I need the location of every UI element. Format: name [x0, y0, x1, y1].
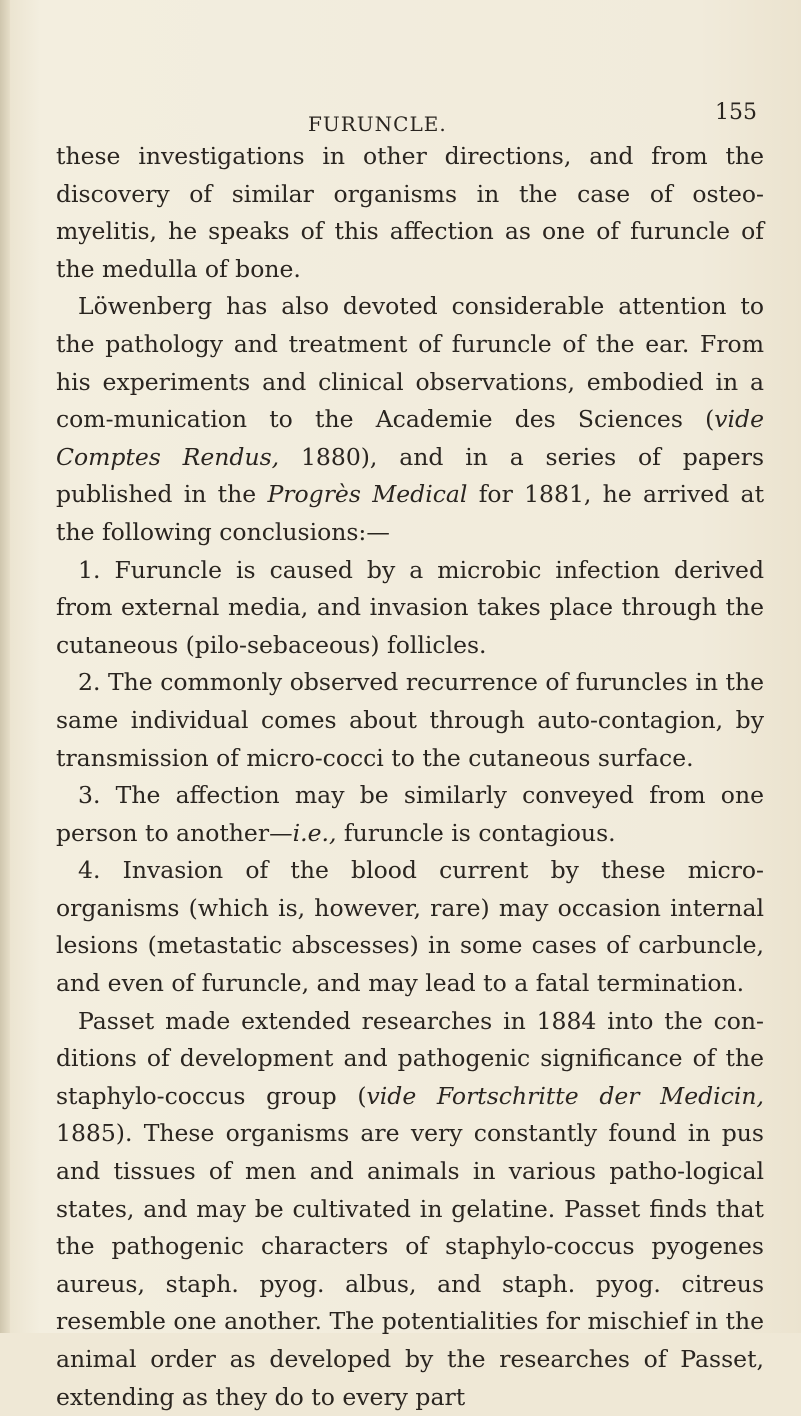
conclusion-2: 2. The commonly observed recurrence of furuncles in the same individual comes about through auto-contagion, by transmission of micro-cocci to the cutaneous surface.	[56, 668, 764, 772]
text-run: Passet made extended researches in 1884 into the con-ditions of development and pathogenic significance of the staphylo-coccus group (	[56, 1006, 764, 1110]
abbrev-ie: i.e.,	[292, 818, 337, 847]
paragraph-passet	[56, 1003, 764, 1416]
body-text	[56, 138, 764, 1416]
text-run: 3. The affection may be similarly conveyed from one person to another—	[56, 781, 764, 847]
text-run: 1880), and in a series of papers published in the	[56, 442, 764, 509]
text-run: 1885). These organisms are very constantly found in pus and tissues of men and animals in various patho-logical states, and may be cultivated in gelatine. Passet finds that the pathogenic characters of staphylo-coccus pyogenes aureus, staph. pyog. albus, and staph. pyog. citreus resemble one another. The potentialities for mischief in the animal order as developed by the researches of Passet, extending as they do to every part	[56, 1119, 764, 1411]
running-head: FURUNCLE.	[308, 112, 447, 136]
citation-progres-medical: Progrès Medical	[267, 480, 468, 509]
text-run: for 1881, he arrived at the following conclusions:—	[56, 480, 765, 546]
page-gutter-edge	[0, 0, 10, 1333]
text-run: furuncle is contagious.	[336, 818, 616, 847]
paragraph-lowenberg	[56, 288, 764, 551]
citation-fortschritte: vide Fortschritte der Medicin,	[366, 1081, 764, 1110]
conclusion-4: 4. Invasion of the blood current by these micro-organisms (which is, however, rare) may occasion internal lesions (metastatic abscesses) in some cases of carbuncle, and even of furuncle, and may lead to a fatal termination.	[56, 856, 764, 998]
conclusion-3	[56, 777, 764, 852]
paragraph-continued: these investigations in other directions, and from the discovery of similar organisms in the case of osteo-myelitis, he speaks of this affection as one of furuncle of the medulla of bone.	[56, 142, 764, 283]
page-number: 155	[715, 100, 757, 125]
conclusion-1: 1. Furuncle is caused by a microbic infection derived from external media, and invasion takes place through the cutaneous (pilo-sebaceous) follicles.	[56, 555, 764, 659]
text-run: Löwenberg has also devoted considerable attention to the pathology and treatment of furuncle of the ear. From his experiments and clinical observations, embodied in a com-munication to the Academie des Sciences (	[56, 292, 764, 434]
page-header	[0, 100, 801, 136]
citation-comptes-rendus: vide Comptes Rendus,	[56, 405, 764, 471]
